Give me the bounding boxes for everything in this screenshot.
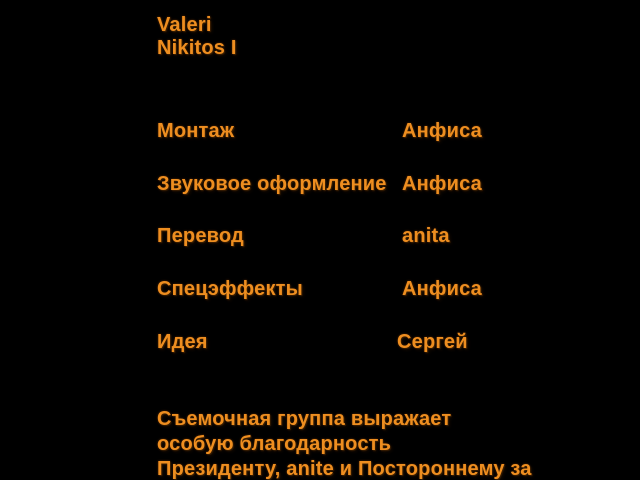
credits-role-row xyxy=(157,278,577,300)
credits-role-row xyxy=(157,331,577,353)
footer-line-1: Съемочная группа выражает xyxy=(157,408,452,430)
role-name: Анфиса xyxy=(402,278,483,300)
credits-role-row xyxy=(157,225,577,247)
credits-footer xyxy=(157,407,617,480)
credits-role-row xyxy=(157,120,577,142)
role-name: Сергей xyxy=(397,331,468,353)
role-label: Звуковое оформление xyxy=(157,173,387,195)
header-line-2: Nikitos I xyxy=(157,37,237,59)
role-name: anita xyxy=(402,225,450,247)
role-label: Идея xyxy=(157,331,208,353)
role-label: Перевод xyxy=(157,225,244,247)
credits-role-row xyxy=(157,173,577,195)
header-line-1: Valeri xyxy=(157,14,212,36)
role-name: Анфиса xyxy=(402,173,483,195)
role-label: Спецэффекты xyxy=(157,278,303,300)
credits-header xyxy=(157,14,237,60)
role-label: Монтаж xyxy=(157,120,235,142)
footer-line-2: особую благодарность xyxy=(157,433,392,455)
footer-line-3: Президенту, anite и Постороннему за xyxy=(157,458,532,480)
role-name: Анфиса xyxy=(402,120,483,142)
